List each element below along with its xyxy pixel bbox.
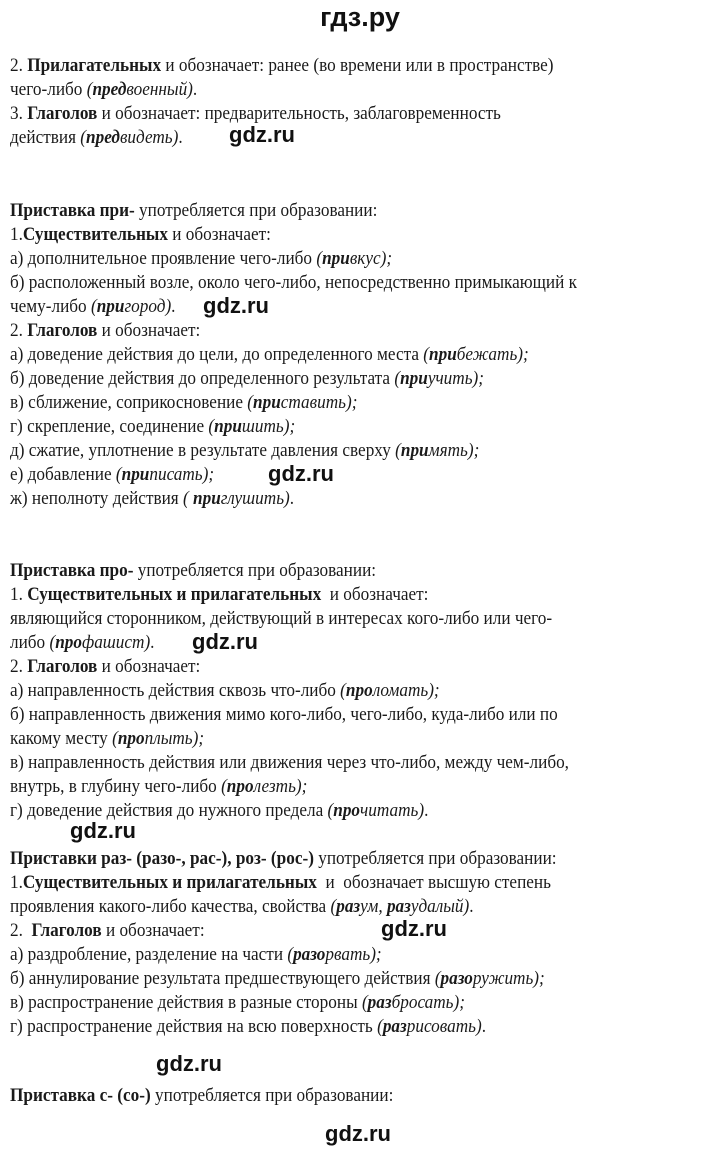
pri-noun-item-a: а) дополнительное проявление чего-либо (привкус); bbox=[10, 249, 393, 269]
pro-section-title: Приставка про- употребляется при образовании: bbox=[10, 561, 377, 581]
pro-verb-item-b: б) направленность движения мимо кого-либо, чего-либо, куда-либо или по bbox=[10, 705, 558, 725]
pro-verb-heading: 2. Глаголов и обозначает: bbox=[10, 657, 201, 677]
pri-verb-item-b: б) доведение действия до определенного результата (приучить); bbox=[10, 369, 484, 389]
raz-verb-item-v: в) распространение действия в разные стороны (разбросать); bbox=[10, 993, 465, 1013]
pri-verb-item-d: д) сжатие, уплотнение в результате давления сверху (примять); bbox=[10, 441, 480, 461]
pred-verb-example-line: действия (предвидеть). bbox=[10, 128, 183, 148]
watermark: gdz.ru bbox=[229, 122, 295, 147]
pri-verb-item-v: в) сближение, соприкосновение (приставить); bbox=[10, 393, 358, 413]
pri-verb-heading: 2. Глаголов и обозначает: bbox=[10, 321, 201, 341]
site-header-title: гдз.ру bbox=[320, 2, 400, 32]
pri-noun-heading: 1.Существительных и обозначает: bbox=[10, 225, 271, 245]
pro-verb-item-g: г) доведение действия до нужного предела (прочитать). bbox=[10, 801, 429, 821]
pro-noun-adj-desc-cont: либо (профашист). bbox=[10, 633, 155, 653]
pri-verb-item-e: е) добавление (приписать); bbox=[10, 465, 215, 485]
pred-adj-example-line: чего-либо (предвоенный). bbox=[10, 80, 198, 100]
pri-noun-item-b: б) расположенный возле, около чего-либо, непосредственно примыкающий к bbox=[10, 273, 577, 293]
raz-verb-item-g: г) распространение действия на всю поверхность (разрисовать). bbox=[10, 1017, 487, 1037]
pro-verb-item-a: а) направленность действия сквозь что-либо (проломать); bbox=[10, 681, 440, 701]
pri-verb-item-g: г) скрепление, соединение (пришить); bbox=[10, 417, 296, 437]
watermark: gdz.ru bbox=[325, 1121, 391, 1146]
pro-noun-adj-desc: являющийся сторонником, действующий в интересах кого-либо или чего- bbox=[10, 609, 553, 629]
s-section-title: Приставка с- (со-) употребляется при образовании: bbox=[10, 1086, 394, 1106]
pri-section-title: Приставка при- употребляется при образовании: bbox=[10, 201, 378, 221]
raz-noun-adj-desc: проявления какого-либо качества, свойства (разум, разудалый). bbox=[10, 897, 474, 917]
raz-verb-item-b: б) аннулирование результата предшествующего действия (разоружить); bbox=[10, 969, 545, 989]
raz-noun-adj-heading: 1.Существительных и прилагательных и обозначает высшую степень bbox=[10, 873, 551, 893]
pred-adj-line: 2. Прилагательных и обозначает: ранее (во времени или в пространстве) bbox=[10, 56, 554, 76]
raz-verb-item-a: а) раздробление, разделение на части (разорвать); bbox=[10, 945, 382, 965]
pro-noun-adj-heading: 1. Существительных и прилагательных и обозначает: bbox=[10, 585, 429, 605]
pri-verb-item-zh: ж) неполноту действия ( приглушить). bbox=[10, 489, 295, 509]
pro-verb-item-v-cont: внутрь, в глубину чего-либо (пролезть); bbox=[10, 777, 308, 797]
watermark: gdz.ru bbox=[381, 916, 447, 941]
watermark: gdz.ru bbox=[70, 818, 136, 843]
pri-noun-item-b-cont: чему-либо (пригород). bbox=[10, 297, 176, 317]
watermark: gdz.ru bbox=[156, 1051, 222, 1076]
pro-verb-item-v: в) направленность действия или движения через что-либо, между чем-либо, bbox=[10, 753, 569, 773]
watermark: gdz.ru bbox=[268, 461, 334, 486]
pro-verb-item-b-cont: какому месту (проплыть); bbox=[10, 729, 205, 749]
pred-verb-line: 3. Глаголов и обозначает: предварительность, заблаговременность bbox=[10, 104, 501, 124]
watermark: gdz.ru bbox=[203, 293, 269, 318]
pri-verb-item-a: а) доведение действия до цели, до определенного места (прибежать); bbox=[10, 345, 529, 365]
raz-verb-heading: 2. Глаголов и обозначает: bbox=[10, 921, 205, 941]
watermark: gdz.ru bbox=[192, 629, 258, 654]
raz-section-title: Приставки раз- (разо-, рас-), роз- (рос-) употребляется при образовании: bbox=[10, 849, 557, 869]
